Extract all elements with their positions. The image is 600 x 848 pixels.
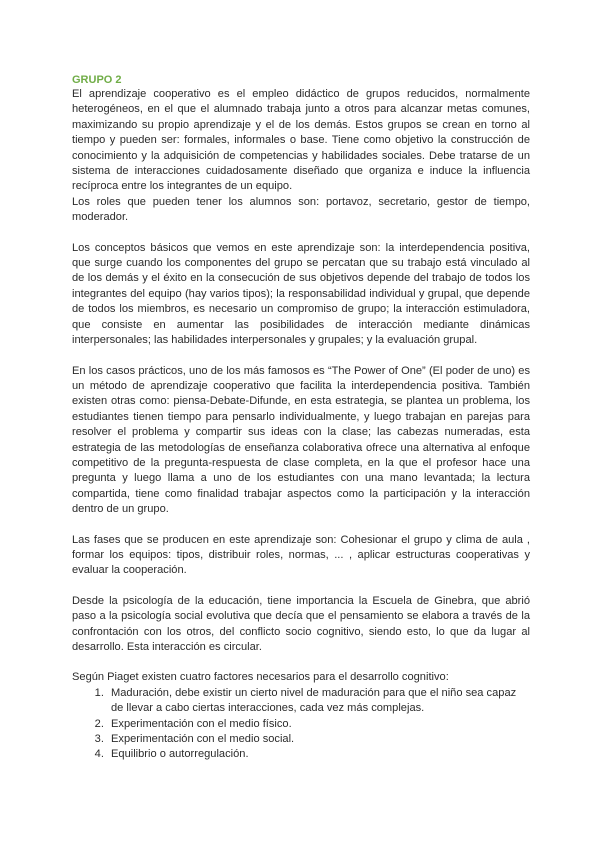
spacer [72,518,530,533]
list-item: 2. Experimentación con el medio físico. [107,717,530,732]
paragraph-definition: El aprendizaje cooperativo es el empleo didáctico de grupos reducidos, normalmente heterogéneos, en el que el alumnado trabaja junto a otros para alcanzar metas comunes, maximizando su propio aprendizaje y el de los demás. Estos grupos se crean en torno al tiempo y pueden ser: formales, informales o base. Tiene como objetivo la construcción de conocimiento y la adquisición de competencias y habilidades sociales. Debe tratarse de un sistema de interacciones cuidadosamente diseñado que organiza e induce la influencia recíproca entre los integrantes de un equipo. [72,88,530,193]
list-item: 1. Maduración, debe existir un cierto nivel de maduración para que el niño sea capaz de llevar a cabo ciertas interacciones, cada vez más complejas. [107,686,530,717]
spacer [72,655,530,670]
list-item: 3. Experimentación con el medio social. [107,732,530,747]
paragraph-phases: Las fases que se producen en este aprendizaje son: Cohesionar el grupo y clima de aula , formar los equipos: tipos, distribuir roles, normas, ... , aplicar estructuras cooperativas y evaluar la cooperación. [72,533,530,577]
paragraph-piaget-intro: Según Piaget existen cuatro factores necesarios para el desarrollo cognitivo: [72,671,449,684]
paragraph-basic-concepts: Los conceptos básicos que vemos en este aprendizaje son: la interdependencia positiva, que surge cuando los componentes del grupo se percatan que su trabajo está vinculado al de los demás y el éxito en la consecución de sus objetivos depende del trabajo de todos los integrantes del equipo (hay varios tipos); la responsabilidad individual y grupal, que depende de todos los miembros, es necesario un compromiso de grupo; la interacción estimuladora, que consiste en aumentar las posibilidades de interacción mediante dinámicas interpersonales; las habilidades interpersonales y grupales; y la evaluación grupal. [72,241,530,347]
section-heading: GRUPO 2 [72,74,122,86]
piaget-factors-list [72,686,530,763]
paragraph-practical-cases: En los casos prácticos, uno de los más famosos es “The Power of One” (El poder de uno) es un método de aprendizaje cooperativo que facilita la interdependencia positiva. También existen otras como: piensa-Debate-Difunde, en esta estrategia, se plantea un problema, los estudiantes tienen tiempo para pensarlo individualmente, y luego trabajan en parejas para resolver el problema y compartir sus ideas con la clase; las cabezas numeradas, esta estrategia de las metodologías de enseñanza colaborativa ofrece una alternativa al enfoque competitivo de la pregunta-respuesta de clase completa, en la que el profesor hace una pregunta y luego llama a uno de los estudiantes con una mano levantada; la lectura compartida, tiene como finalidad trabajar aspectos como la participación y la interacción dentro de un grupo. [72,364,530,516]
paragraph-geneva-school: Desde la psicología de la educación, tiene importancia la Escuela de Ginebra, que abrió paso a la psicología social evolutiva que decía que el pensamiento se elabora a través de la confrontación con los otros, del conflicto socio cognitivo, siendo esto, lo que da lugar al desarrollo. Esta interacción es circular. [72,594,530,653]
spacer [72,579,530,594]
list-item: 4. Equilibrio o autorregulación. [107,747,530,762]
spacer [72,226,530,241]
spacer [72,349,530,364]
paragraph-roles: Los roles que pueden tener los alumnos son: portavoz, secretario, gestor de tiempo, moderador. [72,195,530,224]
